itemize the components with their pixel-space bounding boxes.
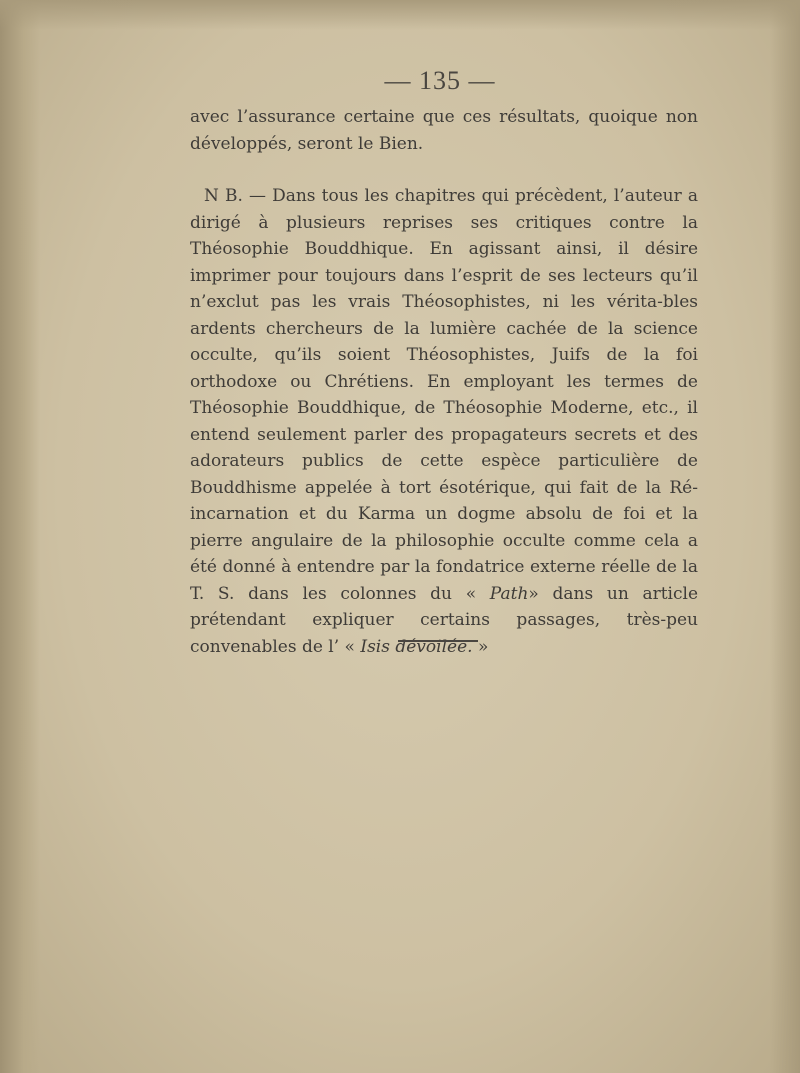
body-text — [190, 104, 698, 660]
path-title: Path — [489, 583, 529, 604]
nota-bene-paragraph — [190, 183, 698, 660]
isis-title: Isis dévoilée. — [360, 636, 473, 657]
paper-edge-top — [0, 0, 800, 30]
nb-main-text: N B. — Dans tous les chapitres qui précèdent, l’auteur a dirigé à plusieurs reprises ses critiques contre la Théosophie Bouddhique. En agissant ainsi, il désire imprimer pour toujours dans l’esprit de ses lecteurs qu’il n’exclut pas les vrais Théosophistes, ni les vérita-bles ardents chercheurs de la lumière cachée de la science occulte, qu’ils soient Théosophistes, Juifs de la foi orthodoxe ou Chrétiens. En employant les termes de Théosophie Bouddhique, de Théosophie Moderne, etc., il entend seulement parler des propagateurs secrets et des adorateurs publics de cette espèce particulière de Bouddhisme appelée à tort ésotérique, qui fait de la Ré-incarnation et du Karma un dogme absolu de foi et la pierre angulaire de la philosophie occulte comme cela a été donné à entendre par la fondatrice externe réelle de la T. S. dans les colonnes du « — [190, 186, 698, 604]
paper-edge-left — [0, 0, 40, 1073]
nb-end-text: » — [477, 636, 489, 657]
paragraph-continuation: avec l’assurance certaine que ces résultats, quoique non développés, seront le Bien. — [190, 107, 698, 154]
paper-edge-right — [770, 0, 800, 1073]
page-number: — 135 — — [384, 66, 496, 95]
section-rule — [398, 640, 478, 642]
nb-middle-text: » dans un article prétendant expliquer certains passages, très-peu convenables de l’ « — [190, 583, 699, 657]
